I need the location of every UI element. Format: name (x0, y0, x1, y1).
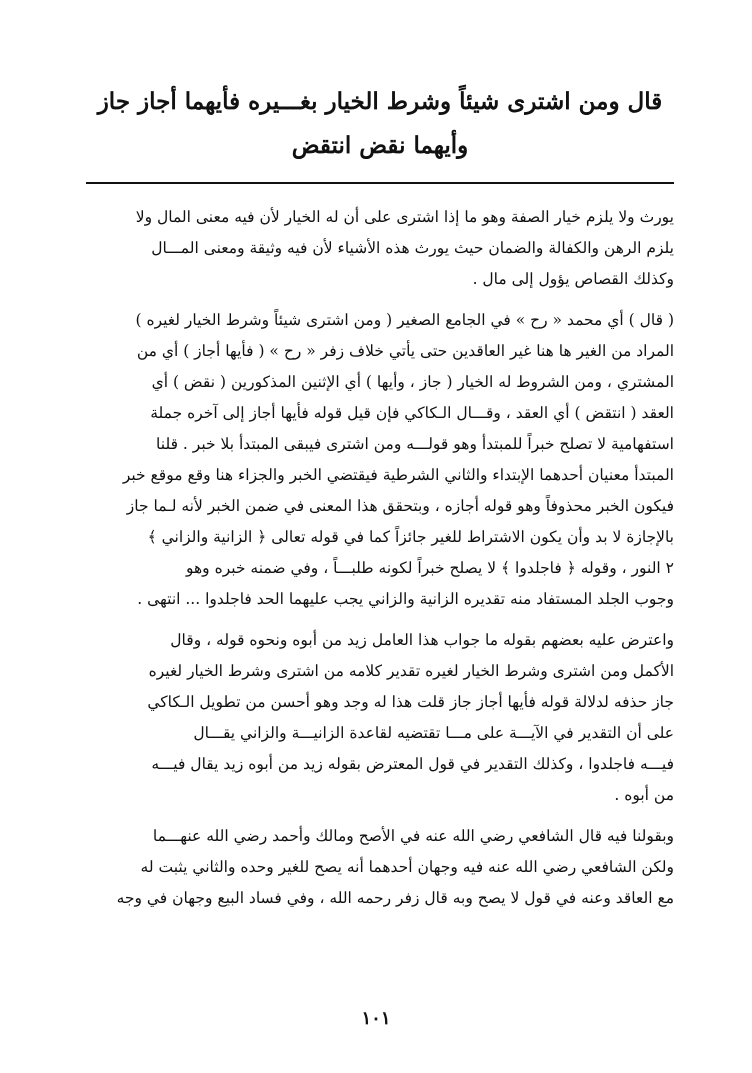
paragraph-1 (86, 202, 674, 295)
paragraph-3 (86, 625, 674, 811)
text-line: المراد من الغير ها هنا غير العاقدين حتى يأتي خلاف زفر « رح » ( فأيها أجاز ) أي من (136, 342, 674, 360)
text-line: وجوب الجلد المستفاد منه تقديره الزانية والزاني يجب عليهما الحد فاجلدوا ... انتهى . (137, 590, 674, 608)
text-line: وكذلك القصاص يؤول إلى مال . (472, 270, 674, 288)
text-line: يورث ولا يلزم خيار الصفة وهو ما إذا اشترى على أن له الخيار لأن فيه معنى المال ولا (135, 208, 674, 226)
page-number: ١٠١ (361, 1008, 391, 1029)
text-line: ٢ النور ، وقوله ﴿ فاجلدوا ﴾ لا يصلح خبراً لكونه طلبـــاً ، وفي ضمنه خبره وهو (185, 559, 674, 577)
text-line: وبقولنا فيه قال الشافعي رضي الله عنه في الأصح ومالك وأحمد رضي الله عنهـــما (152, 827, 674, 845)
text-line: الأكمل ومن اشترى وشرط الخيار لغيره تقدير كلامه من اشترى وشرط الخيار لغيره (148, 662, 674, 680)
heading-line-1: قال ومن اشترى شيئاً وشرط الخيار بغـــيره فأيهما أجاز جاز (97, 88, 663, 115)
heading-divider (86, 182, 674, 184)
text-line: واعترض عليه بعضهم بقوله ما جواب هذا العامل زيد من أبوه ونحوه قوله ، وقال (170, 631, 674, 649)
text-line: المبتدأ معنيان أحدهما الإبتداء والثاني الشرطية فيقتضي الخبر والجزاء هنا وقع موقع خبر (122, 466, 674, 484)
section-heading (86, 0, 674, 168)
text-line: ولكن الشافعي رضي الله عنه فيه وجهان أحدهما أنه يصح للغير وحده والثاني يثبت له (140, 858, 674, 876)
text-line: فيـــه فاجلدوا ، وكذلك التقدير في قول المعترض بقوله زيد من أبوه زيد يقال فيـــه (151, 755, 674, 773)
text-line: مع العاقد وعنه في قول لا يصح وبه قال زفر رحمه الله ، وفي فساد البيع وجهان في وجه (116, 889, 674, 907)
text-line: فيكون الخبر محذوفاً وهو قوله أجازه ، وبتحقق هذا المعنى في ضمن الخبر لأنه لـما جاز (126, 497, 674, 515)
heading-line-2: وأيهما نقض انتقض (291, 132, 469, 159)
text-line: على أن التقدير في الآيـــة على مـــا تقتضيه لقاعدة الزانيـــة والزاني يقـــال (193, 724, 674, 742)
text-line: يلزم الرهن والكفالة والضمان حيث يورث هذه الأشياء لأن فيه وثيقة ومعنى المـــال (151, 239, 674, 257)
text-line: استفهامية لا تصلح خبراً للمبتدأ وهو قولـــه ومن اشترى فيبقى المبتدأ بلا خبر . قلنا (156, 435, 674, 453)
text-line: المشتري ، ومن الشروط له الخيار ( جاز ، وأيها ) أي الإثنين المذكورين ( نقض ) أي (151, 373, 674, 391)
text-line: جاز حذفه لدلالة قوله فأيها أجاز جاز قلت هذا له وجد وهو أحسن من تطويل الـكاكي (147, 693, 674, 711)
text-line: العقد ( انتقض ) أي العقد ، وقـــال الـكاكي فإن قيل قوله فأيها أجاز إلى آخره جملة (150, 404, 674, 422)
text-line: من أبوه . (614, 786, 674, 804)
paragraph-2 (86, 305, 674, 615)
text-line: بالإجازة لا بد وأن يكون الاشتراط للغير جائزاً كما في قوله تعالى ﴿ الزانية والزاني ﴾ (147, 528, 674, 546)
text-line: ( قال ) أي محمد « رح » في الجامع الصغير ( ومن اشترى شيئاً وشرط الخيار لغيره ) (135, 311, 674, 329)
paragraph-4 (86, 821, 674, 914)
